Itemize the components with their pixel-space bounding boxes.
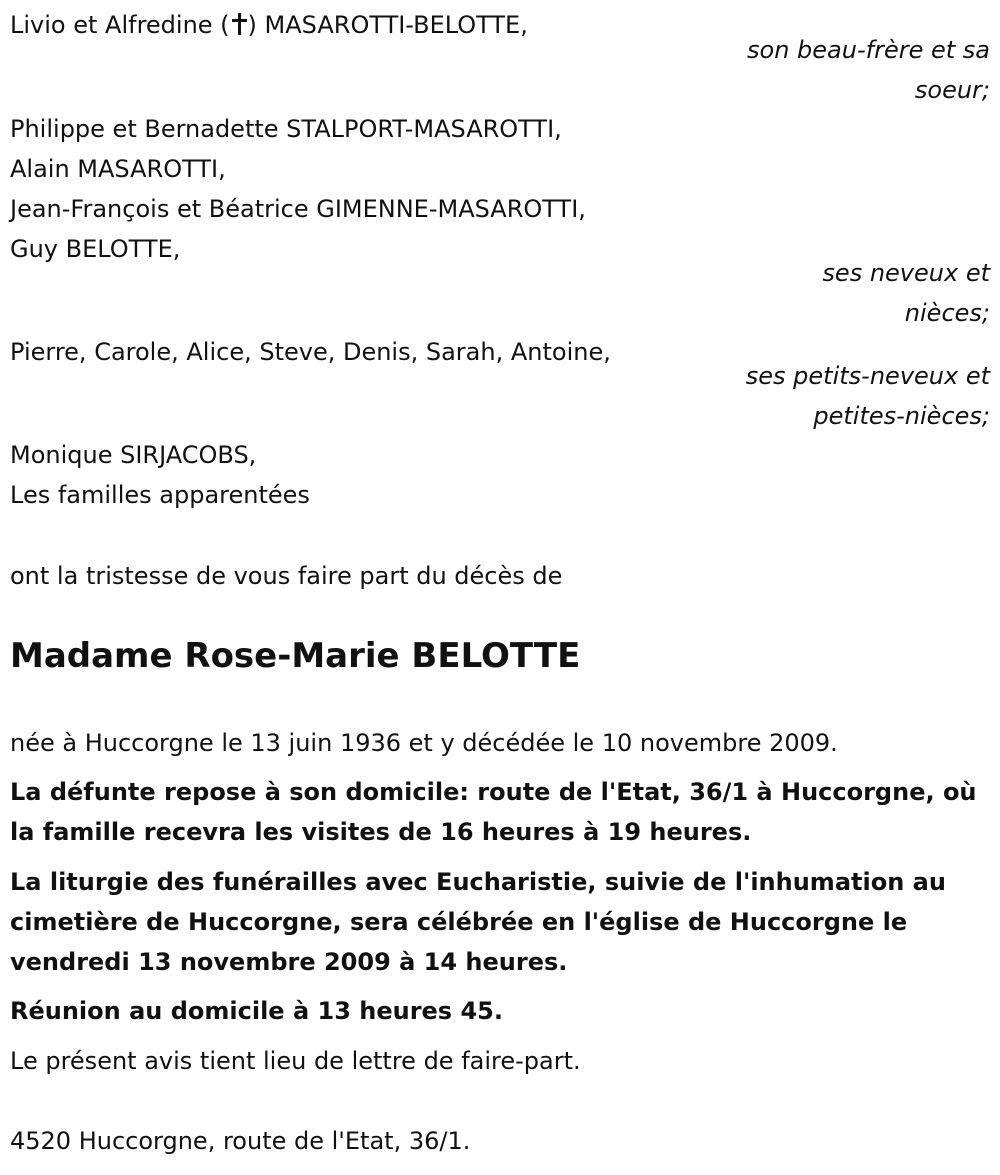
relation-1-line2: soeur;	[914, 76, 990, 104]
liturgy-line-2: cimetière de Huccorgne, sera célébrée en l'église de Huccorgne le	[10, 908, 908, 936]
rest-line-2: la famille recevra les visites de 16 heures à 19 heures.	[10, 818, 752, 846]
rest-line-1: La défunte repose à son domicile: route de l'Etat, 36/1 à Huccorgne, où	[10, 778, 977, 806]
relation-1-line1: son beau-frère et sa	[747, 36, 990, 64]
liturgy-line-3: vendredi 13 novembre 2009 à 14 heures.	[10, 948, 568, 976]
grandnephews-line: Pierre, Carole, Alice, Steve, Denis, Sarah, Antoine,	[10, 338, 611, 366]
birth-death-line: née à Huccorgne le 13 juin 1936 et y décédée le 10 novembre 2009.	[10, 729, 838, 757]
nephew-line: Alain MASAROTTI,	[10, 155, 226, 183]
deceased-name: Madame Rose-Marie BELOTTE	[10, 636, 581, 676]
relation-3-line1: ses petits-neveux et	[745, 362, 990, 390]
nephew-line: Philippe et Bernadette STALPORT-MASAROTTI,	[10, 115, 562, 143]
meeting-line: Réunion au domicile à 13 heures 45.	[10, 997, 503, 1025]
others-line: Monique SIRJACOBS,	[10, 441, 257, 469]
family-line-livio	[10, 5, 528, 45]
others-line: Les familles apparentées	[10, 481, 310, 509]
nephew-line: Jean-François et Béatrice GIMENNE-MASAROTTI,	[10, 195, 586, 223]
nephew-line: Guy BELOTTE,	[10, 235, 181, 263]
relation-2-line1: ses neveux et	[822, 259, 990, 287]
address-line: 4520 Huccorgne, route de l'Etat, 36/1.	[10, 1127, 471, 1155]
livio-prefix: Livio et Alfredine (	[10, 11, 230, 39]
announcement-intro: ont la tristesse de vous faire part du décès de	[10, 562, 563, 590]
livio-suffix: ) MASAROTTI-BELOTTE,	[247, 11, 528, 39]
notice-line: Le présent avis tient lieu de lettre de faire-part.	[10, 1047, 581, 1075]
relation-3-line2: petites-nièces;	[813, 402, 990, 430]
cross-icon	[231, 12, 247, 36]
relation-2-line2: nièces;	[904, 299, 990, 327]
liturgy-line-1: La liturgie des funérailles avec Eucharistie, suivie de l'inhumation au	[10, 868, 946, 896]
